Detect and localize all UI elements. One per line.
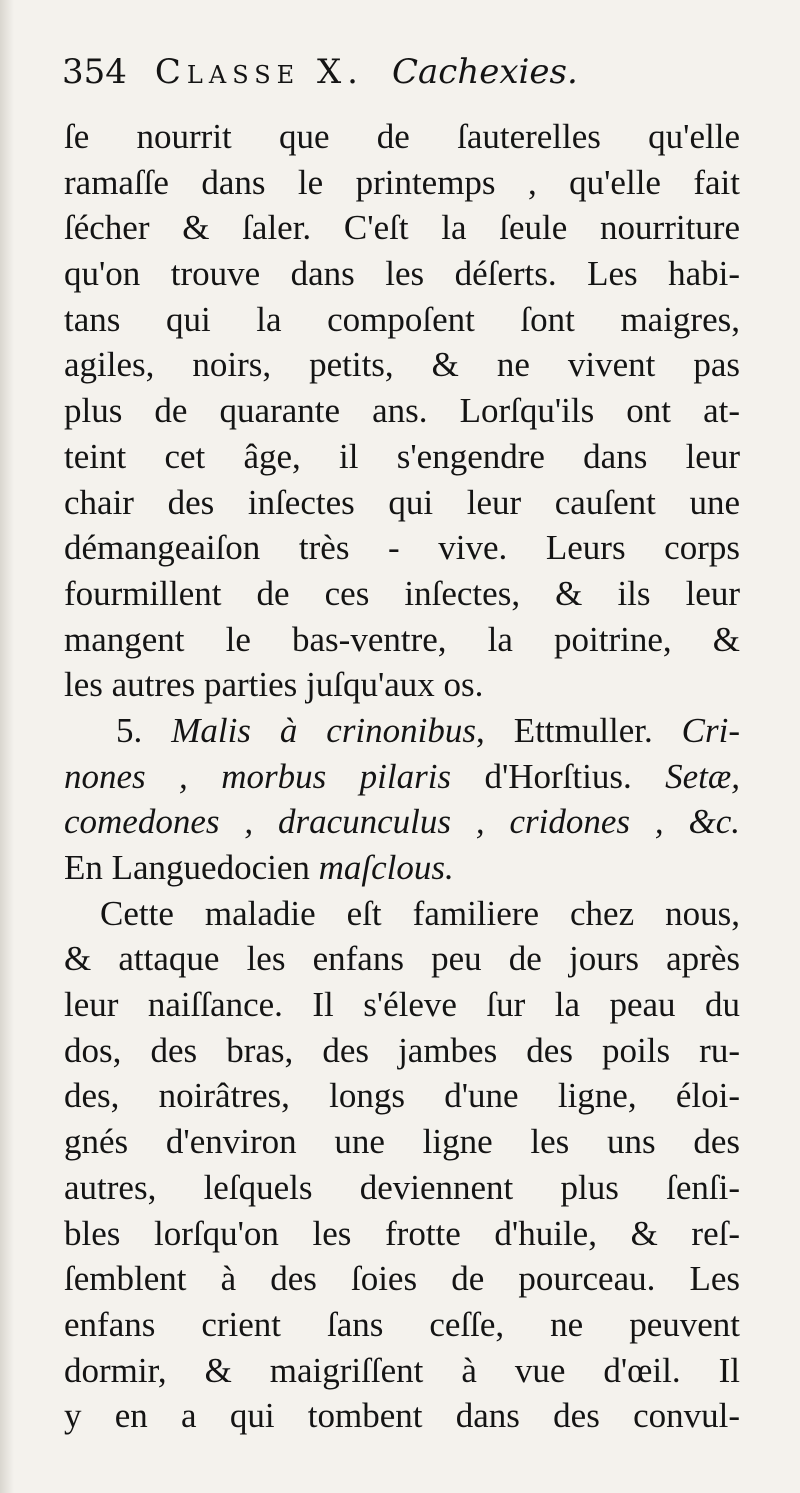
text-line: qu'on trouve dans les déſerts. Les habi- bbox=[64, 254, 740, 294]
text-line: chair des inſectes qui leur cauſent une bbox=[64, 482, 740, 522]
species-synonym-line bbox=[64, 799, 740, 845]
vernacular-label: En Languedocien bbox=[64, 848, 319, 887]
species-synonym: comedones , dracunculus , cridones , &c. bbox=[64, 802, 740, 842]
vernacular-name: maſclous. bbox=[318, 848, 454, 887]
text-line: dos, des bras, des jambes des poils ru- bbox=[64, 1030, 740, 1070]
text-line: tans qui la compoſent ſont maigres, bbox=[64, 299, 740, 339]
text-line: autres, leſquels deviennent plus ſenſi- bbox=[64, 1167, 740, 1207]
subject-heading: Cachexies. bbox=[392, 52, 578, 92]
text-line: mangent le bas-ventre, la poitrine, & bbox=[64, 619, 740, 659]
species-synonym: nones , morbus pilaris bbox=[64, 756, 452, 796]
page-gutter-shadow bbox=[0, 0, 14, 1493]
species-heading-line bbox=[64, 708, 740, 754]
body-text bbox=[64, 114, 740, 1439]
text-line: dormir, & maigriſſent à vue d'œil. Il bbox=[64, 1350, 740, 1390]
text-line: des, noirâtres, longs d'une ligne, éloi- bbox=[64, 1076, 740, 1116]
text-line: ſécher & ſaler. C'eſt la ſeule nourriture bbox=[64, 208, 740, 248]
text-line: Cette maladie eſt familiere chez nous, bbox=[100, 893, 740, 933]
text-line: ſe nourrit que de ſauterelles qu'elle bbox=[64, 117, 740, 156]
text-line: bles lorſqu'on les frotte d'huile, & reſ- bbox=[64, 1213, 740, 1253]
text-line: teint cet âge, il s'engendre dans leur bbox=[64, 436, 740, 476]
species-synonym-line bbox=[64, 754, 740, 800]
species-author: , Ettmuller. bbox=[476, 710, 682, 750]
species-latin-name: Malis à crinonibus bbox=[171, 710, 477, 750]
text-line: agiles, noirs, petits, & ne vivent pas bbox=[64, 345, 740, 385]
text-line: plus de quarante ans. Lorſqu'ils ont at- bbox=[64, 391, 740, 431]
species-synonym: Setæ, bbox=[665, 756, 740, 796]
text-line: ſemblent à des ſoies de pourceau. Les bbox=[64, 1259, 740, 1299]
text-line: gnés d'environ une ligne les uns des bbox=[64, 1122, 740, 1162]
class-heading: Classe X. bbox=[154, 52, 364, 92]
text-line: les autres parties juſqu'aux os. bbox=[64, 665, 484, 705]
text-line: démangeaiſon très - vive. Leurs corps bbox=[64, 528, 740, 568]
species-synonym: Cri- bbox=[681, 710, 741, 750]
text-line: leur naiſſance. Il s'éleve ſur la peau du bbox=[64, 985, 740, 1025]
text-line: ramaſſe dans le printemps , qu'elle fait bbox=[64, 162, 740, 202]
text-line: & attaque les enfans peu de jours après bbox=[64, 939, 740, 979]
species-vernacular-line bbox=[64, 845, 740, 891]
running-header bbox=[62, 48, 578, 96]
species-author: d'Horſtius. bbox=[451, 756, 666, 796]
text-line: y en a qui tombent dans des convul- bbox=[64, 1396, 740, 1436]
text-line: fourmillent de ces inſectes, & ils leur bbox=[64, 573, 740, 613]
page-number: 354 bbox=[62, 52, 127, 92]
text-line: enfans crient ſans ceſſe, ne peuvent bbox=[64, 1304, 740, 1344]
species-number: 5. bbox=[116, 710, 172, 750]
